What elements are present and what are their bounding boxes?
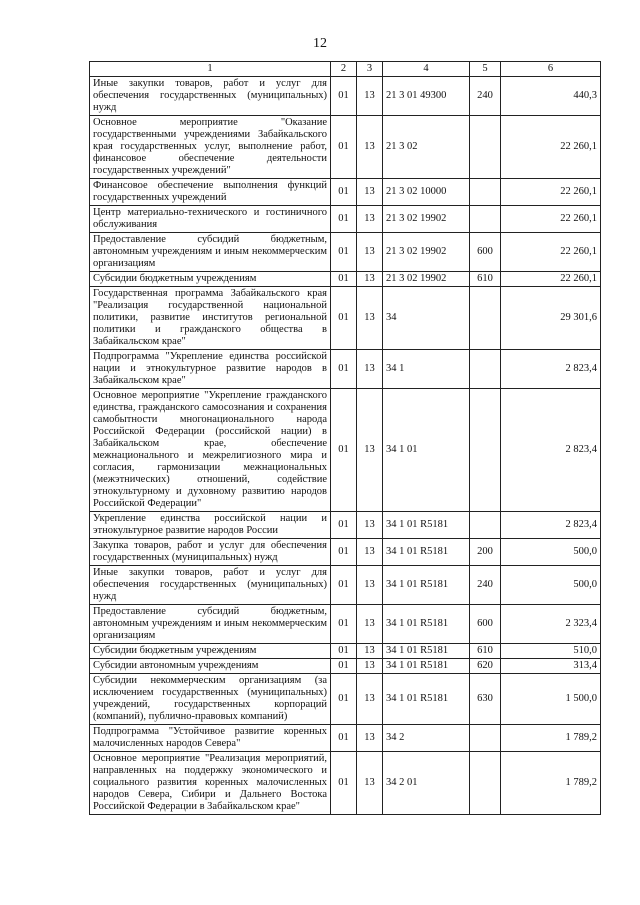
table-row [90,179,601,206]
target-article-cell: 34 [383,287,470,350]
table-row [90,752,601,815]
row-name-cell: Закупка товаров, работ и услуг для обеспечения государственных (муниципальных) нужд [90,539,331,566]
table-row [90,512,601,539]
row-name-cell: Субсидии бюджетным учреждениям [90,272,331,287]
table-row [90,350,601,389]
subsection-cell: 13 [357,389,383,512]
section-cell: 01 [331,233,357,272]
expense-type-cell [470,752,501,815]
column-header: 1 [90,62,331,77]
amount-cell: 29 301,6 [501,287,601,350]
target-article-cell: 21 3 02 19902 [383,233,470,272]
section-cell: 01 [331,206,357,233]
expense-type-cell: 200 [470,539,501,566]
table-row [90,644,601,659]
table-row [90,539,601,566]
subsection-cell: 13 [357,674,383,725]
amount-cell: 22 260,1 [501,233,601,272]
table-row [90,77,601,116]
target-article-cell: 34 1 01 R5181 [383,566,470,605]
target-article-cell: 34 1 01 [383,389,470,512]
section-cell: 01 [331,566,357,605]
section-cell: 01 [331,287,357,350]
amount-cell: 2 823,4 [501,350,601,389]
expense-type-cell [470,287,501,350]
subsection-cell: 13 [357,539,383,566]
target-article-cell: 21 3 02 10000 [383,179,470,206]
target-article-cell: 34 1 01 R5181 [383,659,470,674]
amount-cell: 313,4 [501,659,601,674]
amount-cell: 22 260,1 [501,272,601,287]
table-row [90,116,601,179]
section-cell: 01 [331,659,357,674]
table-row [90,725,601,752]
target-article-cell: 21 3 01 49300 [383,77,470,116]
table-row [90,206,601,233]
target-article-cell: 34 2 [383,725,470,752]
table-row [90,233,601,272]
subsection-cell: 13 [357,725,383,752]
row-name-cell: Иные закупки товаров, работ и услуг для обеспечения государственных (муниципальных) нужд [90,566,331,605]
target-article-cell: 34 2 01 [383,752,470,815]
subsection-cell: 13 [357,272,383,287]
page-number: 12 [313,36,327,51]
row-name-cell: Предоставление субсидий бюджетным, автономным учреждениям и иным некоммерческим организациям [90,605,331,644]
subsection-cell: 13 [357,77,383,116]
subsection-cell: 13 [357,566,383,605]
amount-cell: 500,0 [501,566,601,605]
subsection-cell: 13 [357,233,383,272]
amount-cell: 2 823,4 [501,512,601,539]
subsection-cell: 13 [357,179,383,206]
expense-type-cell: 620 [470,659,501,674]
amount-cell: 22 260,1 [501,116,601,179]
amount-cell: 2 323,4 [501,605,601,644]
row-name-cell: Субсидии некоммерческим организациям (за исключением государственных (муниципальных) учреждений, государственных корпораций (компаний), публично-правовых компаний) [90,674,331,725]
row-name-cell: Государственная программа Забайкальского края "Реализация государственной национальной политики, развитие институтов региональной политики и гражданского общества в Забайкальском крае" [90,287,331,350]
target-article-cell: 21 3 02 [383,116,470,179]
column-header: 5 [470,62,501,77]
expense-type-cell: 610 [470,272,501,287]
target-article-cell: 34 1 01 R5181 [383,605,470,644]
expense-type-cell [470,389,501,512]
section-cell: 01 [331,116,357,179]
row-name-cell: Субсидии бюджетным учреждениям [90,644,331,659]
target-article-cell: 21 3 02 19902 [383,272,470,287]
target-article-cell: 21 3 02 19902 [383,206,470,233]
target-article-cell: 34 1 01 R5181 [383,644,470,659]
amount-cell: 440,3 [501,77,601,116]
section-cell: 01 [331,512,357,539]
table-row [90,605,601,644]
table-row [90,287,601,350]
expense-type-cell [470,512,501,539]
row-name-cell: Центр материально-технического и гостиничного обслуживания [90,206,331,233]
section-cell: 01 [331,350,357,389]
section-cell: 01 [331,77,357,116]
amount-cell: 2 823,4 [501,389,601,512]
section-cell: 01 [331,644,357,659]
row-name-cell: Укрепление единства российской нации и этнокультурное развитие народов России [90,512,331,539]
row-name-cell: Финансовое обеспечение выполнения функций государственных учреждений [90,179,331,206]
table-row [90,674,601,725]
subsection-cell: 13 [357,605,383,644]
amount-cell: 1 789,2 [501,752,601,815]
expense-type-cell: 240 [470,566,501,605]
budget-table [89,61,601,815]
column-header: 6 [501,62,601,77]
amount-cell: 1 500,0 [501,674,601,725]
row-name-cell: Основное мероприятие "Реализация мероприятий, направленных на поддержку экономического и социального развития коренных малочисленных народов Севера, Сибири и Дальнего Востока Российской Федерации в Забайкальском крае" [90,752,331,815]
column-header: 2 [331,62,357,77]
expense-type-cell: 630 [470,674,501,725]
target-article-cell: 34 1 01 R5181 [383,512,470,539]
target-article-cell: 34 1 01 R5181 [383,539,470,566]
expense-type-cell [470,179,501,206]
table-row [90,389,601,512]
subsection-cell: 13 [357,644,383,659]
expense-type-cell: 610 [470,644,501,659]
subsection-cell: 13 [357,752,383,815]
expense-type-cell [470,350,501,389]
section-cell: 01 [331,674,357,725]
expense-type-cell: 600 [470,605,501,644]
table-row [90,272,601,287]
subsection-cell: 13 [357,116,383,179]
expense-type-cell: 240 [470,77,501,116]
section-cell: 01 [331,752,357,815]
amount-cell: 1 789,2 [501,725,601,752]
row-name-cell: Подпрограмма "Укрепление единства российской нации и этнокультурное развитие народов в Забайкальском крае" [90,350,331,389]
column-header: 3 [357,62,383,77]
section-cell: 01 [331,725,357,752]
amount-cell: 500,0 [501,539,601,566]
table-row [90,566,601,605]
row-name-cell: Основное мероприятие "Оказание государственными учреждениями Забайкальского края государственных услуг, выполнение работ, финансовое обеспечение деятельности государственных учреждений" [90,116,331,179]
expense-type-cell: 600 [470,233,501,272]
subsection-cell: 13 [357,659,383,674]
section-cell: 01 [331,539,357,566]
row-name-cell: Основное мероприятие "Укрепление гражданского единства, гражданского самосознания и сохранения самобытности многонационального народа Российской Федерации (российской нации) в Забайкальском крае, обеспечение межнационального и межрелигиозного мира и согласия, гармонизации межнациональных (межэтнических) отношений, содействие этнокультурному и духовному развитию народов Российской Федерации" [90,389,331,512]
subsection-cell: 13 [357,350,383,389]
expense-type-cell [470,725,501,752]
amount-cell: 510,0 [501,644,601,659]
amount-cell: 22 260,1 [501,206,601,233]
column-header: 4 [383,62,470,77]
subsection-cell: 13 [357,512,383,539]
subsection-cell: 13 [357,206,383,233]
section-cell: 01 [331,179,357,206]
header-row [90,62,601,77]
target-article-cell: 34 1 01 R5181 [383,674,470,725]
row-name-cell: Иные закупки товаров, работ и услуг для обеспечения государственных (муниципальных) нужд [90,77,331,116]
amount-cell: 22 260,1 [501,179,601,206]
target-article-cell: 34 1 [383,350,470,389]
section-cell: 01 [331,272,357,287]
row-name-cell: Субсидии автономным учреждениям [90,659,331,674]
expense-type-cell [470,206,501,233]
section-cell: 01 [331,389,357,512]
subsection-cell: 13 [357,287,383,350]
row-name-cell: Подпрограмма "Устойчивое развитие коренных малочисленных народов Севера" [90,725,331,752]
section-cell: 01 [331,605,357,644]
row-name-cell: Предоставление субсидий бюджетным, автономным учреждениям и иным некоммерческим организациям [90,233,331,272]
table-row [90,659,601,674]
expense-type-cell [470,116,501,179]
